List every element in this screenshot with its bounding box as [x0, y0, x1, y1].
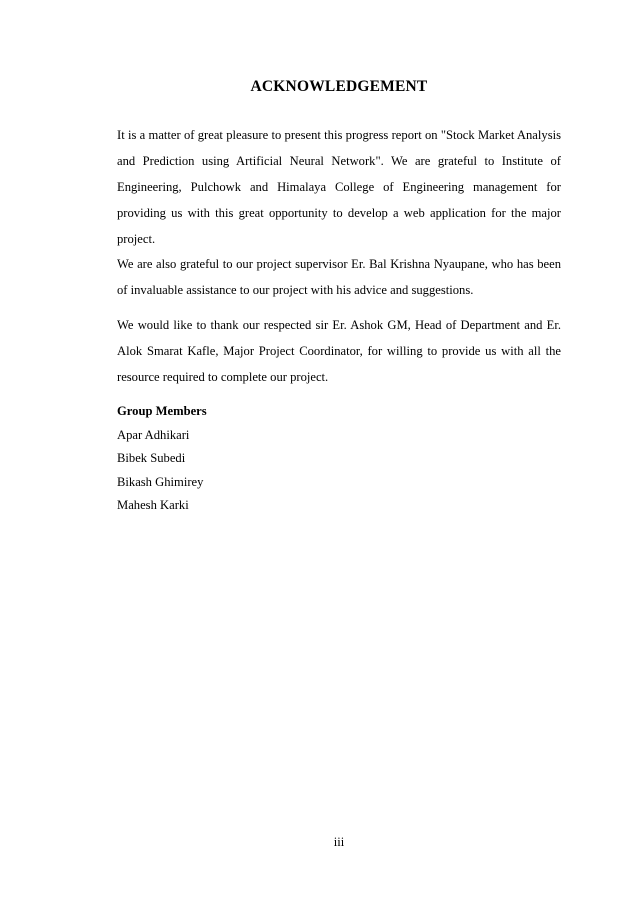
page-number: iii — [333, 835, 345, 849]
member-name: Bibek Subedi — [117, 451, 186, 465]
group-members-heading: Group Members — [117, 404, 207, 418]
paragraph-supervisor: We are also grateful to our project supervisor Er. Bal Krishna Nyaupane, who has been of invaluable assistance to our project with his advice and suggestions. — [117, 257, 561, 297]
member-name: Mahesh Karki — [117, 498, 189, 512]
member-name: Apar Adhikari — [117, 427, 190, 442]
group-members-section — [117, 400, 561, 518]
paragraph-thanks: We would like to thank our respected sir Er. Ashok GM, Head of Department and Er. Alok Smarat Kafle, Major Project Coordinator, for willing to provide us with all the resource required to complete our project. — [117, 318, 561, 384]
paragraph-intro: It is a matter of great pleasure to present this progress report on "Stock Market Analysis and Prediction using Artificial Neural Network". We are grateful to Institute of Engineering, Pulchowk and Himalaya College of Engineering management for providing us with this great opportunity to develop a web application for the major project. — [117, 128, 561, 246]
member-name: Bikash Ghimirey — [117, 474, 204, 489]
page-title: ACKNOWLEDGEMENT — [250, 78, 428, 95]
